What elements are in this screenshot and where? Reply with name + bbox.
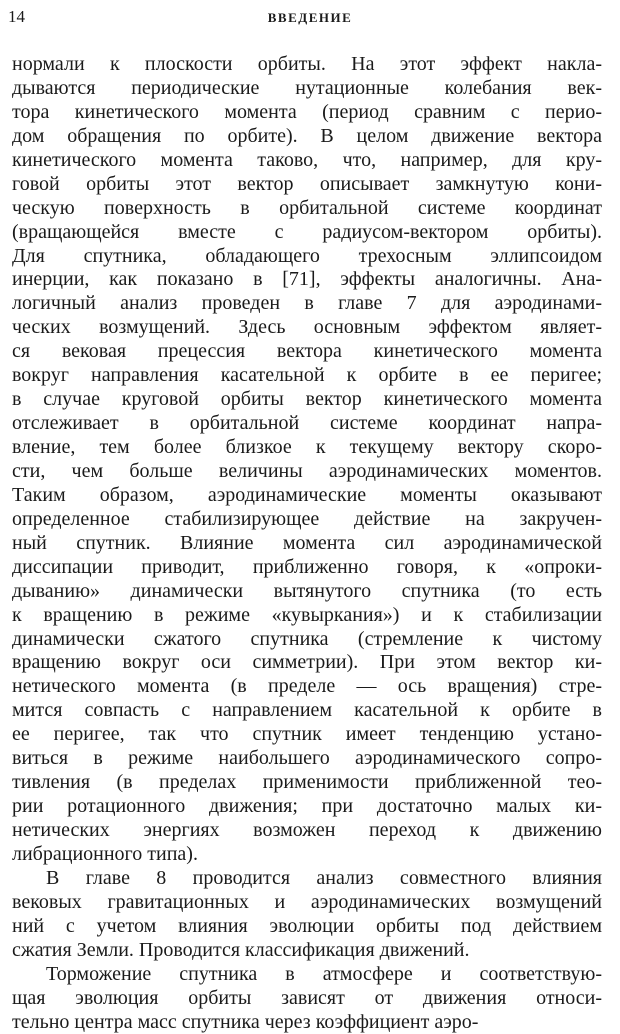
paragraph	[12, 963, 602, 1034]
text-line: тора кинетического момента (период сравним с перио-	[12, 101, 602, 125]
text-line: мится совпасть с направлением касательной к орбите в	[12, 699, 602, 723]
text-line: ческую поверхность в орбитальной системе координат	[12, 197, 602, 221]
text-line: дываются периодические нутационные колебания век-	[12, 77, 602, 101]
text-line: виться в режиме наибольшего аэродинамического сопро-	[12, 747, 602, 771]
running-head: ВВЕДЕНИЕ	[0, 8, 620, 28]
text-line: вление, тем более близкое к текущему вектору скоро-	[12, 436, 602, 460]
page-number: 14	[8, 6, 25, 28]
text-line: щая эволюция орбиты зависят от движения относи-	[12, 987, 602, 1011]
text-line: рии ротационного движения; при достаточно малых ки-	[12, 795, 602, 819]
text-line: вокруг направления касательной к орбите в ее перигее;	[12, 364, 602, 388]
text-line: вековых гравитационных и аэродинамических возмущений	[12, 891, 602, 915]
text-line: диссипации приводит, приближенно говоря, к «опроки-	[12, 556, 602, 580]
body-text	[12, 53, 602, 1034]
text-line: динамически сжатого спутника (стремление к чистому	[12, 628, 602, 652]
text-line: Торможение спутника в атмосфере и соответствую-	[12, 963, 602, 987]
text-line: ся вековая прецессия вектора кинетического момента	[12, 340, 602, 364]
text-line: нормали к плоскости орбиты. На этот эффект накла-	[12, 53, 602, 77]
text-line: к вращению в режиме «кувыркания») и к стабилизации	[12, 604, 602, 628]
text-line: кинетического момента таково, что, например, для кру-	[12, 149, 602, 173]
text-line: ческих возмущений. Здесь основным эффектом являет-	[12, 316, 602, 340]
text-line: тивления (в пределах применимости приближенной тео-	[12, 771, 602, 795]
text-line: дыванию» динамически вытянутого спутника (то есть	[12, 580, 602, 604]
text-line: Таким образом, аэродинамические моменты оказывают	[12, 484, 602, 508]
text-line: ее перигее, так что спутник имеет тенденцию устано-	[12, 723, 602, 747]
text-line: говой орбиты этот вектор описывает замкнутую кони-	[12, 173, 602, 197]
text-line: отслеживает в орбитальной системе координат напра-	[12, 412, 602, 436]
text-line: нетических энергиях возможен переход к движению	[12, 819, 602, 843]
paragraph	[12, 867, 602, 963]
text-line: сти, чем больше величины аэродинамических моментов.	[12, 460, 602, 484]
text-line: вращению вокруг оси симметрии). При этом вектор ки-	[12, 651, 602, 675]
text-line: тельно центра масс спутника через коэффициент аэро-	[12, 1011, 602, 1034]
paragraph	[12, 53, 602, 867]
text-line: инерции, как показано в [71], эффекты аналогичны. Ана-	[12, 268, 602, 292]
text-line: Для спутника, обладающего трехосным эллипсоидом	[12, 245, 602, 269]
text-line: ний с учетом влияния эволюции орбиты под действием	[12, 915, 602, 939]
text-line: сжатия Земли. Проводится классификация движений.	[12, 939, 602, 963]
text-line: логичный анализ проведен в главе 7 для аэродинами-	[12, 292, 602, 316]
text-line: (вращающейся вместе с радиусом-вектором орбиты).	[12, 221, 602, 245]
text-line: определенное стабилизирующее действие на закручен-	[12, 508, 602, 532]
text-line: В главе 8 проводится анализ совместного влияния	[12, 867, 602, 891]
text-line: в случае круговой орбиты вектор кинетического момента	[12, 388, 602, 412]
text-line: дом обращения по орбите). В целом движение вектора	[12, 125, 602, 149]
text-line: нетического момента (в пределе — ось вращения) стре-	[12, 675, 602, 699]
text-line: либрационного типа).	[12, 843, 602, 867]
text-line: ный спутник. Влияние момента сил аэродинамической	[12, 532, 602, 556]
